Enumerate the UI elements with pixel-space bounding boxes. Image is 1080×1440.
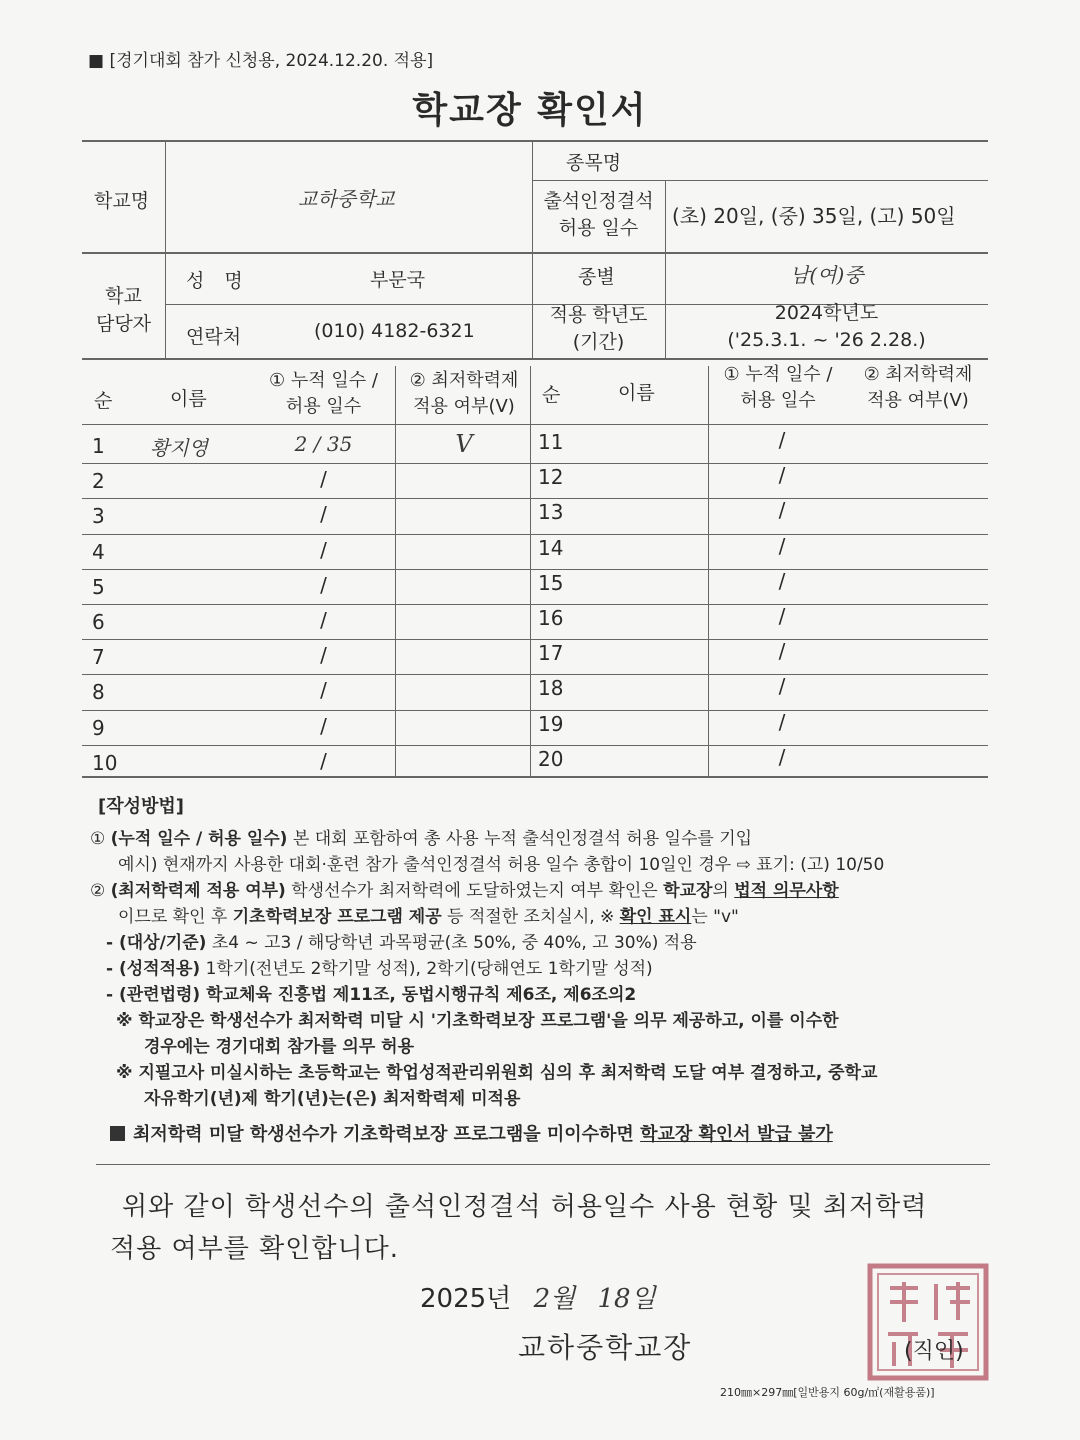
seal-label: (직인) [904, 1339, 964, 1364]
row-number: 7 [92, 645, 105, 670]
row-divider [82, 604, 988, 605]
confirm-line-2: 적용 여부를 확인합니다. [110, 1234, 399, 1264]
row-divider [82, 498, 988, 499]
method-line [90, 1122, 990, 1148]
row-number: 1 [92, 434, 105, 458]
manager-label-line1: 학교 [105, 285, 142, 307]
row-days: / [320, 502, 327, 527]
divider [96, 1164, 990, 1165]
manager-label [82, 282, 165, 338]
row-divider [82, 534, 988, 535]
method-line [90, 956, 990, 982]
contact-label: 연락처 [186, 326, 242, 348]
row-days: / [778, 674, 786, 699]
method-line: ② (최저학력제 적용 여부) 학생선수가 최저학력에 도달하였는지 여부 확인은 학교장의 법적 의무사항 [90, 881, 839, 901]
footer-paper-spec: 210㎜×297㎜[일반용지 60g/㎡(재활용품)] [720, 1386, 935, 1399]
method-text: 법적 의무사항 [734, 881, 839, 901]
row-number: 10 [92, 750, 118, 775]
signer: 교하중학교장 [518, 1331, 693, 1364]
row-days: / [778, 463, 786, 488]
method-text: 1학기(전년도 2학기말 성적), 2학기(당해연도 1학기말 성적) [200, 959, 653, 979]
method-line [90, 930, 990, 956]
name-label: 성 명 [186, 270, 243, 292]
method-heading: [작성방법] [98, 796, 185, 817]
row-number: 4 [92, 539, 105, 564]
absence-label-line1: 출석인정결석 [543, 190, 654, 212]
row-number: 13 [538, 500, 564, 525]
header-days-line2: 허용 일수 [285, 396, 362, 417]
absence-label-line2: 허용 일수 [558, 217, 639, 239]
header-name-left: 이름 [170, 388, 207, 410]
divider [708, 366, 709, 776]
row-days: / [778, 428, 786, 452]
year-value-line2: ('25.3.1. ~ '26 2.28.) [727, 329, 926, 351]
row-number: 17 [538, 641, 564, 666]
row-number: 12 [538, 465, 564, 490]
header-no-left: 순 [94, 390, 113, 412]
divider [82, 252, 988, 254]
method-section [90, 794, 990, 1148]
header-min-left [398, 368, 530, 420]
event-label: 종목명 [566, 152, 622, 174]
header-min-line2: 적용 여부(V) [867, 390, 969, 411]
row-number: 18 [538, 676, 564, 701]
school-name-label: 학교명 [94, 190, 150, 212]
manager-label-line2: 담당자 [95, 313, 152, 335]
row-divider [82, 639, 988, 640]
row-divider [82, 569, 988, 570]
method-text: 학교장 확인서 발급 불가 [640, 1124, 833, 1145]
row-days: / [778, 498, 786, 523]
row-number: 15 [538, 570, 564, 595]
row-number: 2 [92, 469, 105, 494]
row-days: 2 / 35 [294, 432, 353, 456]
header-no-right: 순 [542, 384, 561, 406]
row-number: 20 [538, 746, 564, 771]
header-min-line1: ② 최저학력제 [863, 364, 973, 385]
method-text: (누적 일수 / 허용 일수) [110, 829, 288, 849]
gender-value: 남(여)중 [790, 263, 864, 287]
row-days: / [778, 604, 786, 628]
row-days: / [320, 713, 327, 738]
row-number: 16 [538, 606, 564, 630]
header-note: ■ [경기대회 참가 신청용, 2024.12.20. 적용] [88, 51, 434, 71]
row-number: 3 [92, 504, 105, 529]
date-month: 2월 [533, 1284, 576, 1314]
row-divider [82, 745, 988, 746]
divider [82, 424, 988, 425]
method-text: 확인 표시 [619, 907, 692, 927]
header-days-left [252, 368, 395, 420]
header-days-line1: ① 누적 일수 / [723, 364, 833, 385]
method-line: 자유학기(년)제 학기(년)는(은) 최저학력제 미적용 [144, 1089, 521, 1109]
method-line: 경우에는 경기대회 참가를 의무 허용 [144, 1037, 415, 1057]
method-line: ① (누적 일수 / 허용 일수) 본 대회 포함하여 총 사용 누적 출석인정결석 허용 일수를 기입 [90, 829, 753, 849]
divider [665, 180, 666, 252]
row-days: / [320, 537, 327, 562]
row-days: / [778, 744, 786, 769]
divider [82, 776, 988, 778]
date-year: 2025년 [420, 1284, 512, 1314]
method-text: 본 대회 포함하여 총 사용 누적 출석인정결석 허용 일수를 기입 [287, 829, 753, 849]
year-value [665, 300, 988, 354]
divider [82, 358, 988, 360]
method-text: (최저학력제 적용 여부) [110, 881, 286, 901]
row-days: / [320, 467, 327, 492]
year-value-line1: 2024학년도 [774, 302, 879, 324]
row-days: / [778, 568, 786, 593]
row-number: 14 [538, 535, 564, 560]
contact-value: (010) 4182-6321 [314, 320, 475, 342]
method-text: 의 [712, 881, 735, 901]
year-label-line1: 적용 학년도 [549, 304, 648, 326]
row-days: / [320, 608, 327, 632]
method-text: - (대상/기준) [106, 933, 207, 953]
name-value: 부문국 [370, 269, 426, 291]
row-days: / [320, 643, 327, 668]
row-days: / [778, 533, 786, 558]
row-check: V [455, 430, 473, 458]
warning-box-icon [110, 1126, 125, 1141]
row-number: 6 [92, 610, 105, 634]
date [420, 1278, 656, 1315]
method-line [90, 904, 990, 930]
row-days: / [778, 639, 786, 664]
divider [532, 180, 988, 181]
header-min-right [848, 362, 988, 414]
row-number: 8 [92, 680, 105, 705]
absence-value: (초) 20일, (중) 35일, (고) 50일 [672, 204, 956, 228]
method-text: - (성적적용) [106, 959, 201, 979]
header-days-right [708, 362, 848, 414]
document-title: 학교장 확인서 [412, 90, 648, 131]
method-text: 는 "v" [691, 907, 739, 927]
divider [165, 140, 166, 358]
confirm-line-1: 위와 같이 학생선수의 출석인정결석 허용일수 사용 현황 및 최저학력 [122, 1192, 928, 1222]
header-days-line2: 허용 일수 [740, 390, 816, 411]
year-label-line2: (기간) [572, 331, 625, 353]
row-days: / [320, 572, 327, 597]
row-number: 9 [92, 715, 105, 740]
row-divider [82, 710, 988, 711]
row-number: 19 [538, 711, 564, 736]
row-days: / [778, 709, 786, 734]
method-text: 기초학력보장 프로그램 제공 [232, 907, 442, 927]
method-line: - (관련법령) 학교체육 진흥법 제11조, 동법시행규칙 제6조, 제6조의2 [106, 985, 637, 1005]
method-line: ※ 지필고사 미실시하는 초등학교는 학업성적관리위원회 심의 후 최저학력 도달 여부 결정하고, 중학교 [116, 1063, 878, 1083]
gender-label: 종별 [578, 266, 615, 288]
method-line: ※ 학교장은 학생선수가 최저학력 미달 시 '기초학력보장 프로그램'을 의무 제공하고, 이를 이수한 [116, 1011, 839, 1031]
row-divider [82, 463, 988, 464]
row-number: 11 [538, 430, 564, 454]
absence-label [532, 188, 665, 242]
method-text: 학생선수가 최저학력에 도달하였는지 여부 확인은 [285, 881, 664, 901]
divider [395, 366, 396, 776]
divider [530, 366, 531, 776]
row-days: / [320, 748, 327, 773]
method-text: 이므로 확인 후 [118, 907, 233, 927]
header-min-line1: ② 최저학력제 [409, 370, 519, 391]
row-days: / [320, 678, 327, 703]
method-line: 예시) 현재까지 사용한 대회·훈련 참가 출석인정결석 허용 일수 총합이 10일인 경우 ⇨ 표기: (고) 10/50 [118, 855, 885, 875]
method-text: 초4 ~ 고3 / 해당학년 과목평균(초 50%, 중 40%, 고 30%) 적용 [206, 933, 697, 953]
divider [82, 140, 988, 142]
school-name-value: 교하중학교 [298, 187, 395, 211]
row-name: 황지영 [150, 436, 208, 460]
method-text: 등 적절한 조치실시, ※ [441, 907, 620, 927]
header-days-line1: ① 누적 일수 / [269, 370, 378, 391]
row-number: 5 [92, 574, 105, 599]
header-name-right: 이름 [618, 382, 655, 404]
method-text: 최저학력 미달 학생선수가 기초학력보장 프로그램을 미이수하면 [133, 1124, 641, 1145]
year-label [532, 302, 665, 356]
method-text: 학교장 [663, 881, 713, 901]
date-day: 18일 [597, 1284, 656, 1314]
row-divider [82, 674, 988, 675]
header-min-line2: 적용 여부(V) [413, 396, 515, 417]
